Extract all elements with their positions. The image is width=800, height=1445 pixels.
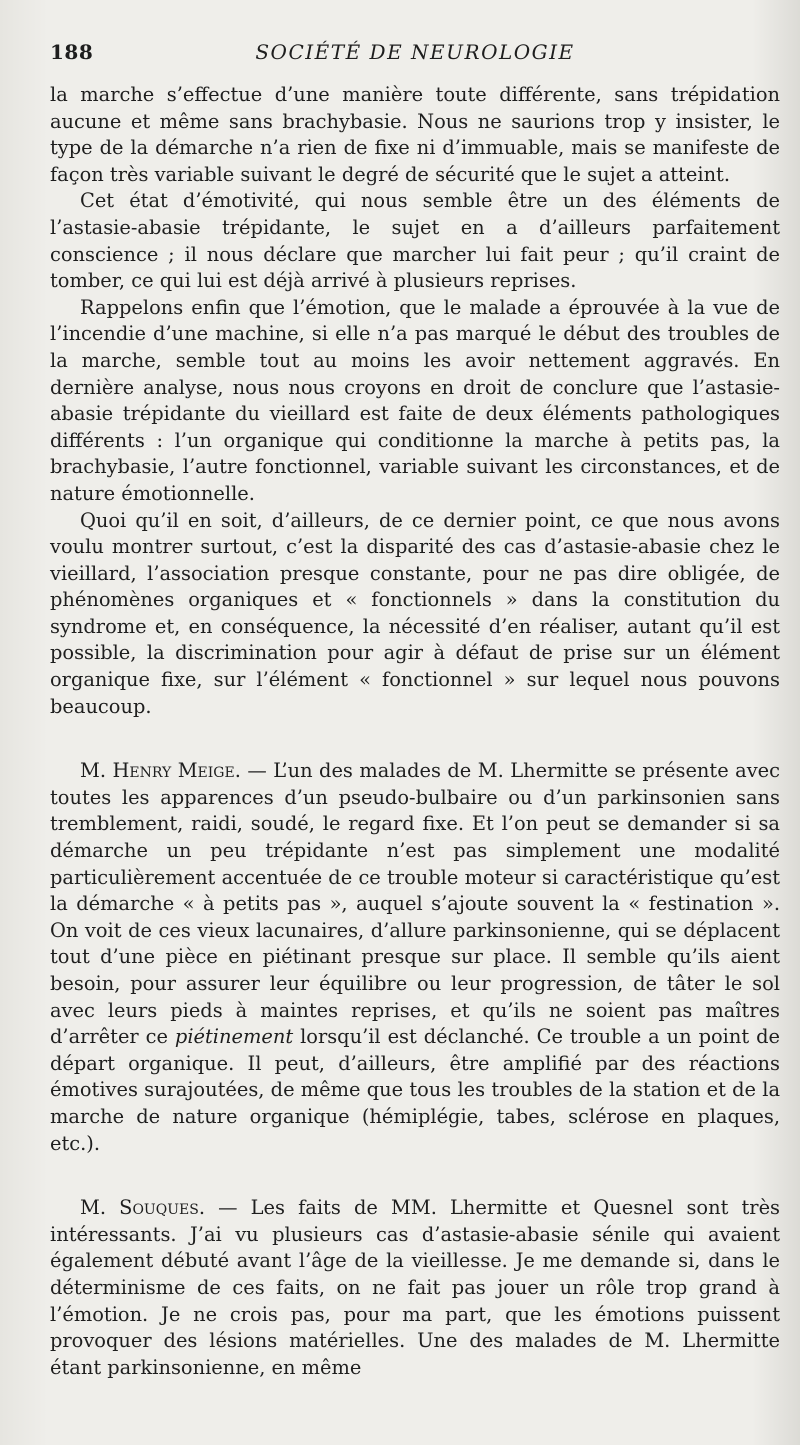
paragraph-emotivite: Cet état d’émotivité, qui nous semble être un des éléments de l’astasie-abasie trépidante, le sujet en a d’ailleurs parfaitement conscience ; il nous déclare que marcher lui fait peur ; qu’il craint de tomber, ce qui lui est déjà arrivé à plusieurs reprises. — [50, 189, 780, 293]
meige-text-b: lorsqu’il est déclanché. Ce trouble a un point de départ organique. Il peut, d’ailleurs, être amplifié par des réactions émotives surajoutées, de même que tous les troubles de la station et de la marche de nature organique (hémiplégie, tabes, sclérose en plaques, etc.). — [50, 1025, 780, 1155]
speaker-meige: M. Henry Meige. — [80, 759, 241, 783]
souques-text: — Les faits de MM. Lhermitte et Quesnel sont très intéressants. J’ai vu plusieurs cas d’astasie-abasie sénile qui avaient également débuté avant l’âge de la vieillesse. Je me demande si, dans le déterminisme de ces faits, on ne fait pas jouer un rôle trop grand à l’émotion. Je ne crois pas, pour ma part, que les émotions puissent provoquer des lésions matérielles. Une des malades de M. Lhermitte étant parkinsonienne, en même — [50, 1196, 780, 1379]
page-header — [50, 40, 780, 70]
body-text — [50, 82, 780, 1381]
page-number: 188 — [50, 40, 94, 64]
paragraph-disparite: Quoi qu’il en soit, d’ailleurs, de ce dernier point, ce que nous avons voulu montrer surtout, c’est la disparité des cas d’astasie-abasie chez le vieillard, l’association presque constante, pour ne pas dire obligée, de phénomènes organiques et « fonctionnels » dans la constitution du syndrome et, en conséquence, la nécessité d’en réaliser, autant qu’il est possible, la discrimination pour agir à défaut de prise sur un élément organique fixe, sur l’élément « fonctionnel » sur lequel nous pouvons beaucoup. — [50, 508, 780, 718]
meige-text-a: — L’un des malades de M. Lhermitte se présente avec toutes les apparences d’un pseudo-bulbaire ou d’un parkinsonien sans tremblement, raidi, soudé, le regard fixe. Et l’on peut se demander si sa démarche un peu trépidante n’est pas simplement une modalité particulièrement accentuée de ce trouble moteur si caractéristique qu’est la démarche « à petits pas », auquel s’ajoute souvent la « festination ». On voit de ces vieux lacunaires, d’allure parkinsonienne, qui se déplacent tout d’une pièce en piétinant presque sur place. Il semble qu’ils aient besoin, pour assurer leur équilibre ou leur progression, de tâter le sol avec leurs pieds à maintes reprises, et qu’ils ne soient pas maîtres d’arrêter ce — [50, 759, 781, 1049]
paragraph-meige — [50, 758, 780, 1157]
section-gap — [50, 720, 780, 758]
running-title: SOCIÉTÉ DE NEUROLOGIE — [255, 40, 575, 64]
section-gap — [50, 1157, 780, 1195]
paragraph-souques — [50, 1195, 780, 1381]
paragraph-continuation: la marche s’effectue d’une manière toute différente, sans trépidation aucune et même sans brachybasie. Nous ne saurions trop y insister, le type de la démarche n’a rien de fixe ni d’immuable, mais se manifeste de façon très variable suivant le degré de sécurité que le sujet a atteint. — [50, 83, 780, 186]
meige-emphasis: piétinement — [174, 1025, 294, 1049]
paragraph-conclusion: Rappelons enfin que l’émotion, que le malade a éprouvée à la vue de l’incendie d’une machine, si elle n’a pas marqué le début des troubles de la marche, semble tout au moins les avoir nettement aggravés. En dernière analyse, nous nous croyons en droit de conclure que l’astasie-abasie trépidante du vieillard est faite de deux éléments pathologiques différents : l’un organique qui conditionne la marche à petits pas, la brachybasie, l’autre fonctionnel, variable suivant les circonstances, et de nature émotionnelle. — [50, 295, 780, 505]
speaker-souques: M. Souques. — [80, 1196, 205, 1220]
